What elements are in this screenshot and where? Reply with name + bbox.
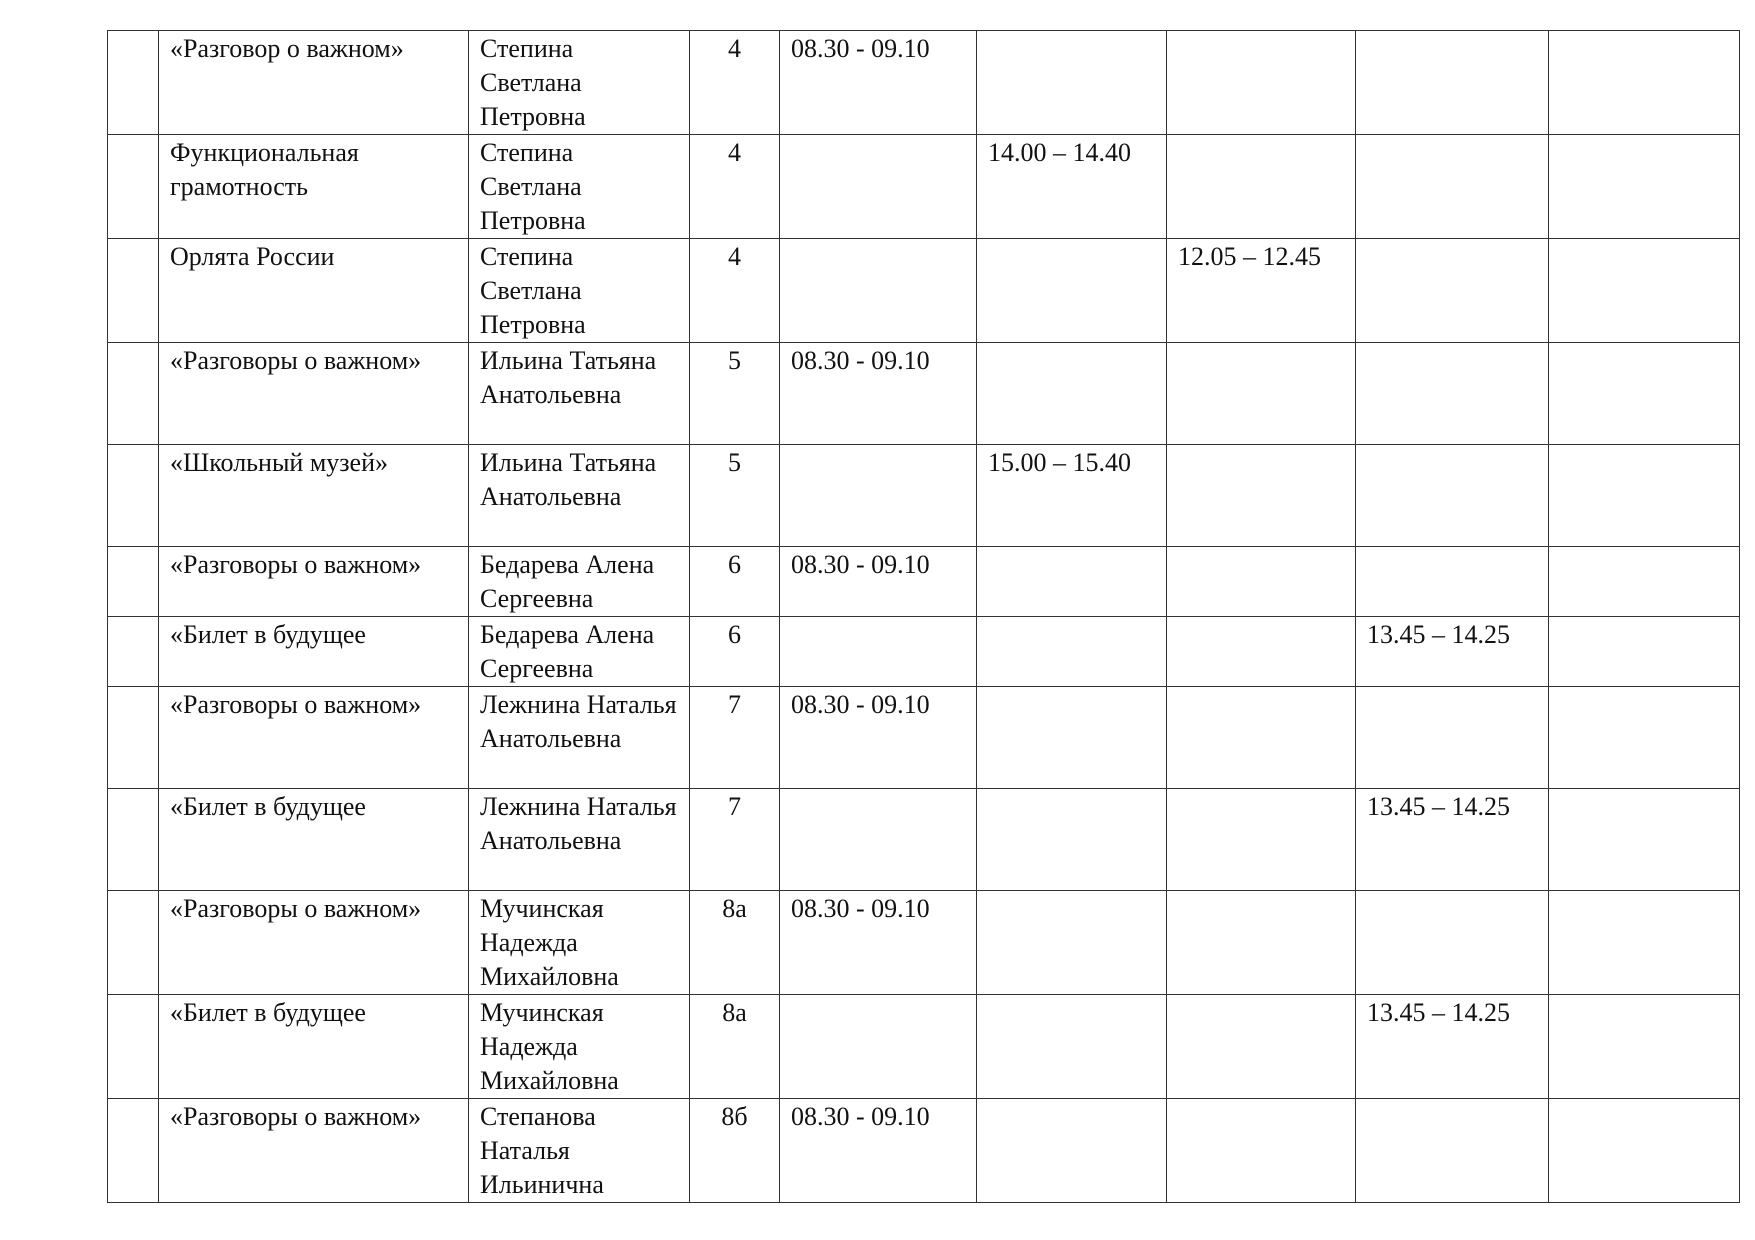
class-cell: 8а [690,891,780,995]
teacher-cell [469,789,690,891]
table-row [108,617,1740,687]
teacher-name: Лежнина Наталья Анатольевна [480,690,677,753]
row-number-cell [108,343,159,445]
table-row [108,687,1740,789]
schedule-table [107,30,1740,1203]
activity-cell: «Разговоры о важном» [159,1099,469,1203]
row-number-cell [108,995,159,1099]
row-number-cell [108,617,159,687]
thursday-time-cell: 13.45 – 14.25 [1356,995,1549,1099]
activity-cell: «Билет в будущее [159,995,469,1099]
tuesday-time-cell [977,31,1167,135]
class-cell: 4 [690,239,780,343]
tuesday-time-cell [977,687,1167,789]
row-number-cell [108,1099,159,1203]
row-number-cell [108,445,159,547]
monday-time-cell [780,995,977,1099]
friday-time-cell [1549,445,1740,547]
class-cell: 7 [690,789,780,891]
friday-time-cell [1549,135,1740,239]
wednesday-time-cell [1167,789,1356,891]
tuesday-time-cell [977,343,1167,445]
class-cell: 8а [690,995,780,1099]
activity-cell: «Разговоры о важном» [159,547,469,617]
activity-cell: «Школьный музей» [159,445,469,547]
wednesday-time-cell [1167,31,1356,135]
teacher-name: Степина Светлана Петровна [480,138,586,235]
activity-cell: Функциональная грамотность [159,135,469,239]
table-row [108,891,1740,995]
monday-time-cell [780,445,977,547]
row-number-cell [108,789,159,891]
teacher-cell [469,31,690,135]
schedule-page [107,30,1740,1203]
row-number-cell [108,31,159,135]
row-number-cell [108,239,159,343]
thursday-time-cell [1356,239,1549,343]
activity-cell: Орлята России [159,239,469,343]
activity-cell: «Разговор о важном» [159,31,469,135]
teacher-cell [469,687,690,789]
tuesday-time-cell [977,239,1167,343]
thursday-time-cell: 13.45 – 14.25 [1356,789,1549,891]
wednesday-time-cell [1167,995,1356,1099]
class-cell: 5 [690,445,780,547]
teacher-cell [469,891,690,995]
tuesday-time-cell [977,789,1167,891]
activity-cell: «Разговоры о важном» [159,687,469,789]
class-cell: 7 [690,687,780,789]
teacher-cell [469,135,690,239]
tuesday-time-cell [977,547,1167,617]
thursday-time-cell [1356,31,1549,135]
thursday-time-cell [1356,687,1549,789]
activity-cell: «Билет в будущее [159,617,469,687]
teacher-cell [469,1099,690,1203]
wednesday-time-cell: 12.05 – 12.45 [1167,239,1356,343]
teacher-name: Степанова Наталья Ильинична [480,1102,604,1199]
friday-time-cell [1549,617,1740,687]
teacher-name: Ильина Татьяна Анатольевна [480,448,657,511]
teacher-name: Степина Светлана Петровна [480,34,586,131]
teacher-name: Мучинская Надежда Михайловна [480,998,619,1095]
thursday-time-cell [1356,445,1549,547]
monday-time-cell: 08.30 - 09.10 [780,1099,977,1203]
wednesday-time-cell [1167,343,1356,445]
table-row [108,239,1740,343]
thursday-time-cell [1356,891,1549,995]
table-row [108,1099,1740,1203]
monday-time-cell: 08.30 - 09.10 [780,31,977,135]
friday-time-cell [1549,995,1740,1099]
friday-time-cell [1549,343,1740,445]
activity-cell: «Разговоры о важном» [159,891,469,995]
teacher-name: Лежнина Наталья Анатольевна [480,792,677,855]
wednesday-time-cell [1167,547,1356,617]
monday-time-cell: 08.30 - 09.10 [780,547,977,617]
class-cell: 5 [690,343,780,445]
teacher-name: Бедарева Алена Сергеевна [480,620,655,683]
monday-time-cell [780,239,977,343]
class-cell: 6 [690,617,780,687]
activity-cell: «Билет в будущее [159,789,469,891]
class-cell: 4 [690,31,780,135]
friday-time-cell [1549,239,1740,343]
monday-time-cell [780,617,977,687]
thursday-time-cell [1356,343,1549,445]
table-row [108,343,1740,445]
teacher-name: Бедарева Алена Сергеевна [480,550,655,613]
monday-time-cell: 08.30 - 09.10 [780,891,977,995]
teacher-cell [469,995,690,1099]
friday-time-cell [1549,891,1740,995]
monday-time-cell: 08.30 - 09.10 [780,343,977,445]
table-row [108,789,1740,891]
thursday-time-cell [1356,135,1549,239]
teacher-name: Степина Светлана Петровна [480,242,586,339]
tuesday-time-cell [977,891,1167,995]
class-cell: 8б [690,1099,780,1203]
tuesday-time-cell [977,1099,1167,1203]
friday-time-cell [1549,31,1740,135]
friday-time-cell [1549,687,1740,789]
friday-time-cell [1549,547,1740,617]
class-cell: 6 [690,547,780,617]
wednesday-time-cell [1167,1099,1356,1203]
row-number-cell [108,687,159,789]
wednesday-time-cell [1167,891,1356,995]
activity-cell: «Разговоры о важном» [159,343,469,445]
teacher-cell [469,239,690,343]
friday-time-cell [1549,789,1740,891]
wednesday-time-cell [1167,135,1356,239]
row-number-cell [108,547,159,617]
thursday-time-cell [1356,547,1549,617]
teacher-cell [469,343,690,445]
teacher-name: Ильина Татьяна Анатольевна [480,346,657,409]
table-row [108,31,1740,135]
row-number-cell [108,891,159,995]
teacher-cell [469,547,690,617]
row-number-cell [108,135,159,239]
tuesday-time-cell: 14.00 – 14.40 [977,135,1167,239]
table-row [108,135,1740,239]
teacher-cell [469,617,690,687]
class-cell: 4 [690,135,780,239]
monday-time-cell [780,135,977,239]
thursday-time-cell [1356,1099,1549,1203]
wednesday-time-cell [1167,687,1356,789]
teacher-cell [469,445,690,547]
wednesday-time-cell [1167,617,1356,687]
teacher-name: Мучинская Надежда Михайловна [480,894,619,991]
friday-time-cell [1549,1099,1740,1203]
tuesday-time-cell: 15.00 – 15.40 [977,445,1167,547]
monday-time-cell: 08.30 - 09.10 [780,687,977,789]
wednesday-time-cell [1167,445,1356,547]
tuesday-time-cell [977,995,1167,1099]
table-row [108,995,1740,1099]
table-row [108,547,1740,617]
tuesday-time-cell [977,617,1167,687]
monday-time-cell [780,789,977,891]
table-row [108,445,1740,547]
thursday-time-cell: 13.45 – 14.25 [1356,617,1549,687]
